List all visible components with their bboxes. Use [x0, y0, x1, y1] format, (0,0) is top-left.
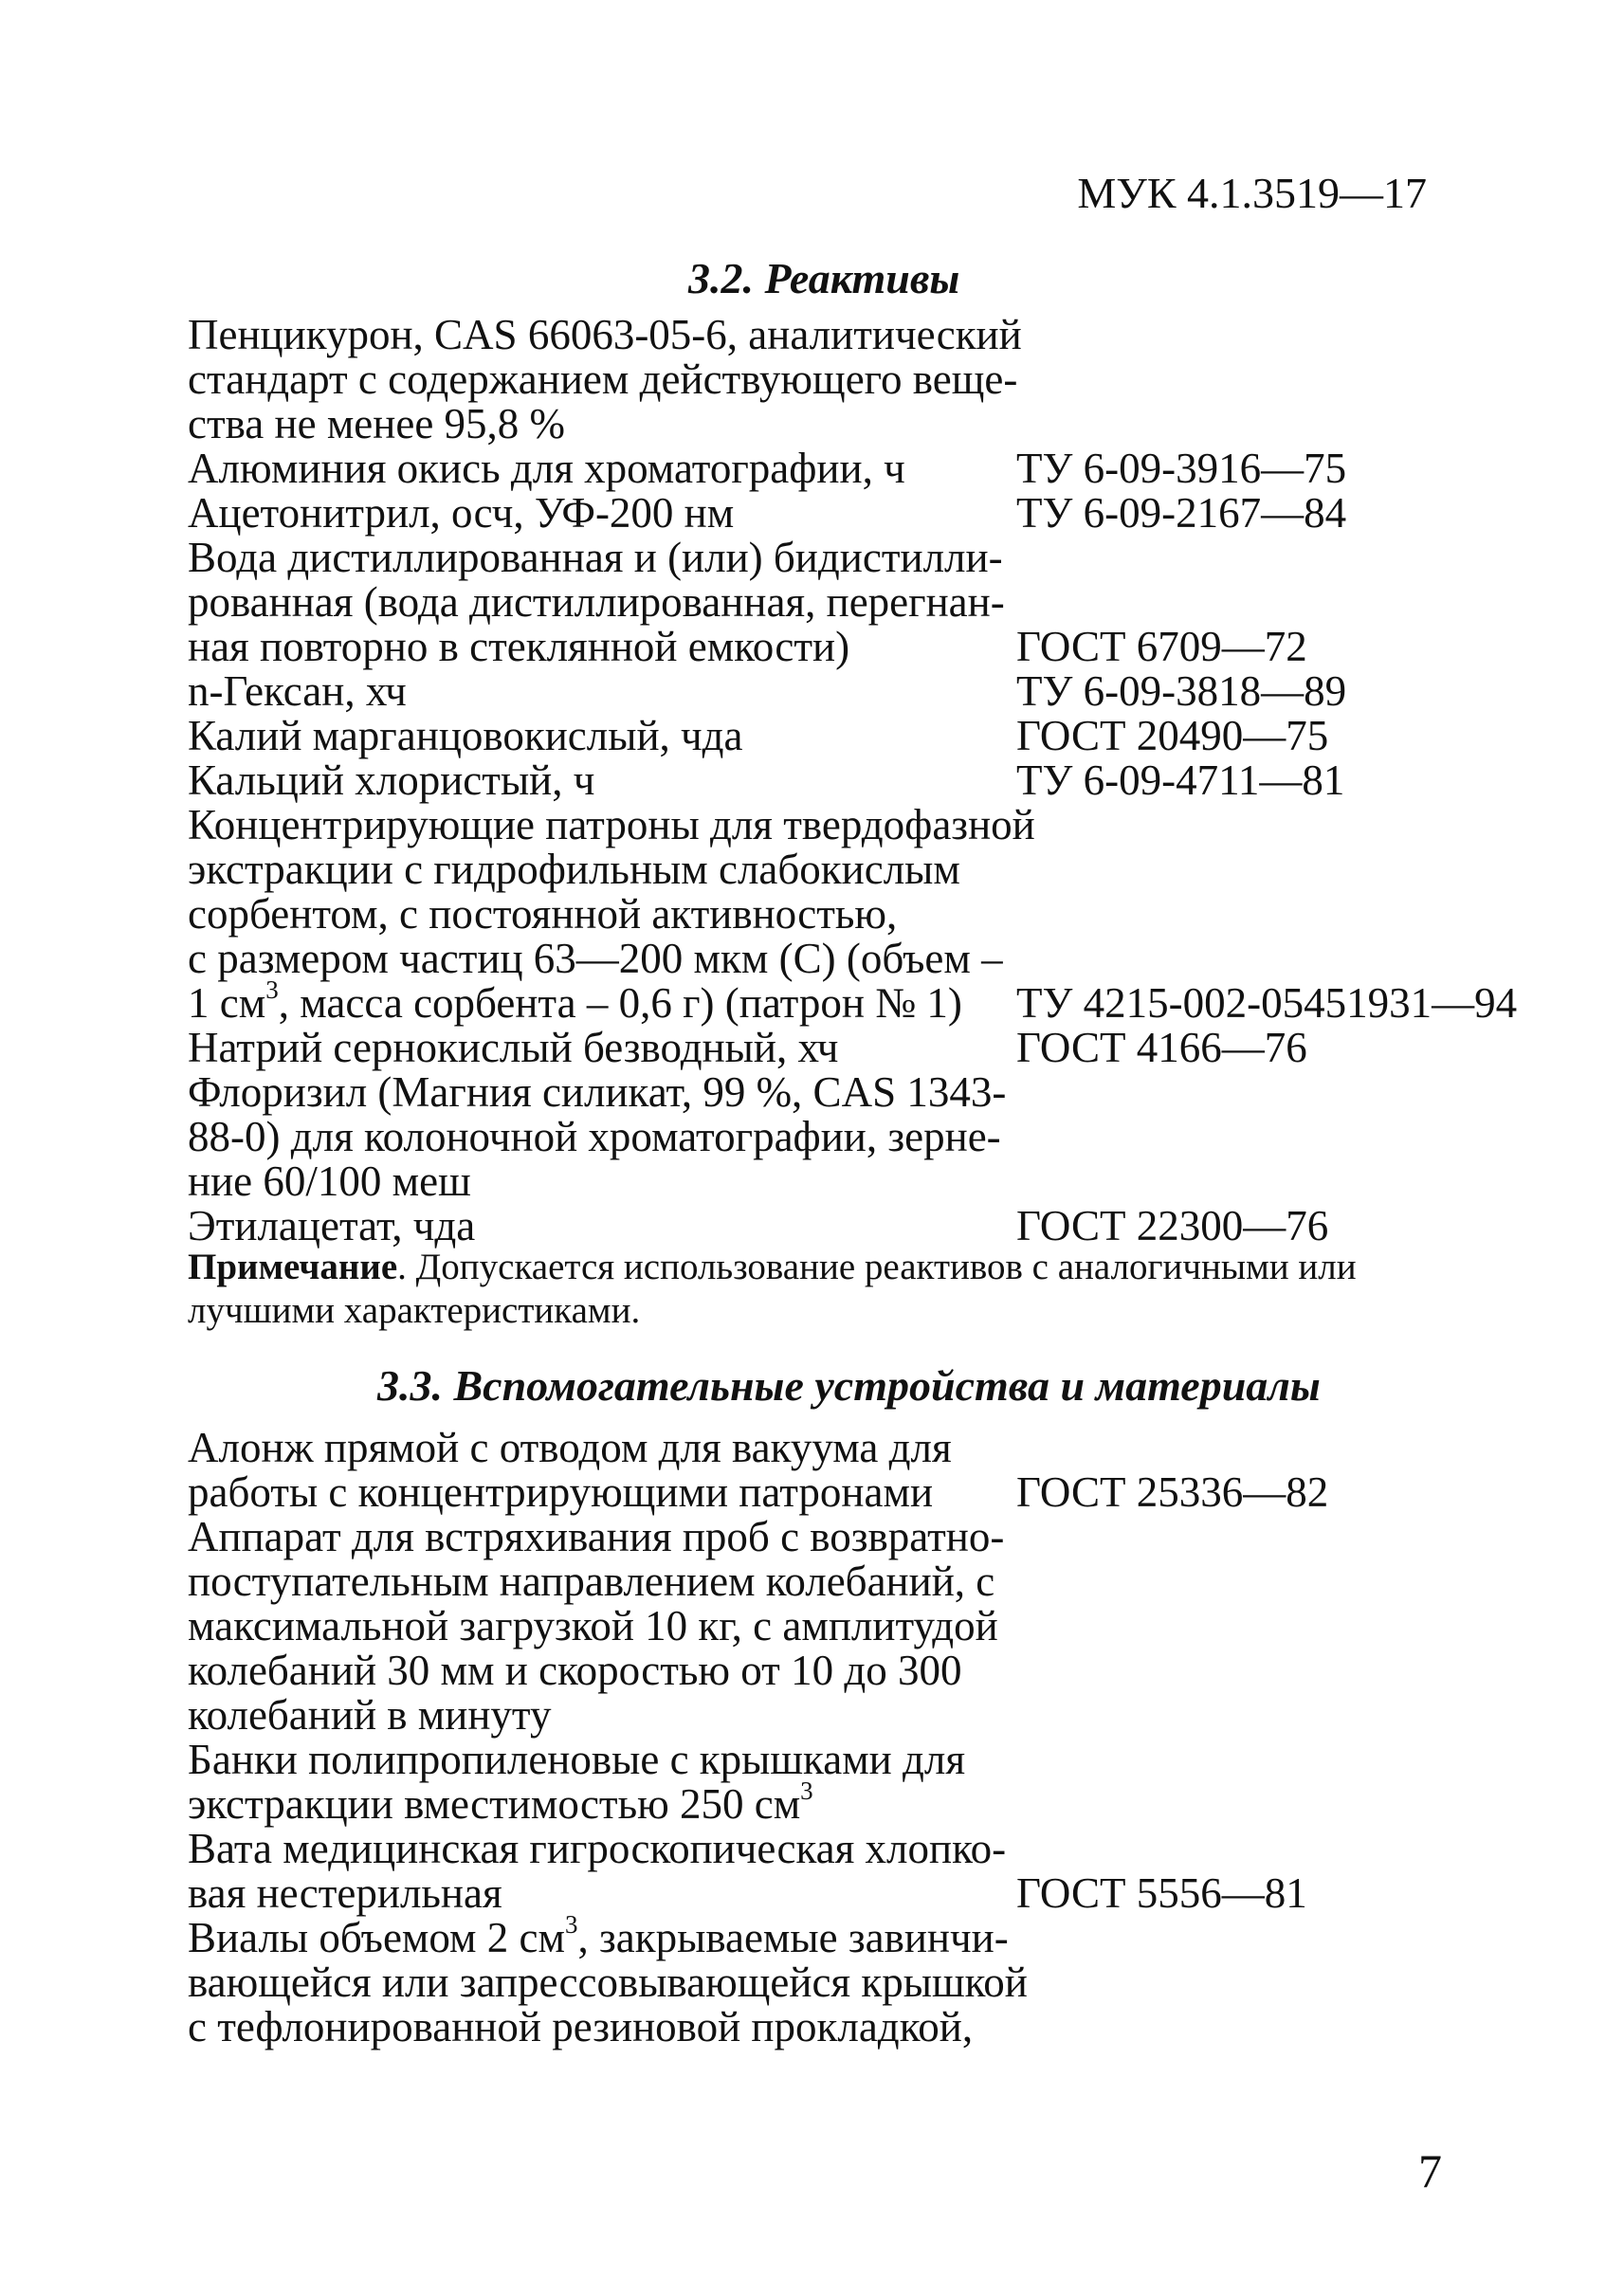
item-description: 1 $см^3$, масса сорбента – 0,6 г) (патрон № 1)	[188, 975, 962, 1027]
page-number: 7	[1418, 2144, 1442, 2197]
document-code: МУК 4.1.3519—17	[1077, 169, 1427, 217]
item-standard: ГОСТ 6709—72	[1016, 623, 1307, 670]
item-description: Вода дистиллированная и (или) бидистилли- рованная (вода дистиллированная, перегнан- ная повторно в стеклянной емкости)	[188, 534, 1005, 670]
item-description: Флоризил (Магния силикат, 99 %, CAS 1343- 88-0) для колоночной хроматографии, зерне- ние 60/100 меш	[188, 1068, 1007, 1205]
item-description: Концентрирующие патроны для твердофазной экстракции с гидрофильным слабокислым сорбентом, с постоянной активностью, с размером частиц 63—200 мкм (С) (объем –	[188, 801, 1035, 982]
item-description: n-Гексан, хч	[188, 667, 407, 715]
item-description: Калий марганцовокислый, чда	[188, 712, 743, 759]
item-standard: ТУ 6-09-2167—84	[1016, 489, 1347, 537]
item-standard: ГОСТ 25336—82	[1016, 1468, 1329, 1516]
item-description: Банки полипропиленовые с крышками для экстракции вместимостью 250 $см^3$	[188, 1736, 966, 1828]
item-standard: ГОСТ 5556—81	[1016, 1869, 1307, 1917]
section-title-materials: 3.3. Вспомогательные устройства и материалы	[377, 1361, 1321, 1410]
item-description: Этилацетат, чда	[188, 1202, 476, 1249]
item-description: Пенцикурон, CAS 66063-05-6, аналитический стандарт с содержанием действующего веще- ства не менее 95,8 %	[188, 311, 1022, 447]
item-standard: ТУ 4215-002-05451931—94	[1016, 979, 1518, 1027]
item-standard: ГОСТ 20490—75	[1016, 712, 1329, 759]
item-standard: ТУ 6-09-3818—89	[1016, 667, 1347, 715]
item-description: Алюминия окись для хроматографии, ч	[188, 445, 905, 492]
section-title-reagents: 3.2. Реактивы	[688, 254, 960, 302]
item-standard: ГОСТ 4166—76	[1016, 1024, 1307, 1071]
item-description: Кальций хлористый, ч	[188, 756, 595, 804]
item-description: Аппарат для встряхивания проб с возвратно- поступательным направлением колебаний, с максимальной загрузкой 10 кг, с амплитудой колебаний 30 мм и скоростью от 10 до 300 колебаний в минуту	[188, 1513, 1005, 1739]
item-description: Натрий сернокислый безводный, хч	[188, 1024, 839, 1071]
item-description: Алонж прямой с отводом для вакуума для работы с концентрирующими патронами	[188, 1424, 952, 1516]
item-description: Вата медицинская гигроскопическая хлопко- вая нестерильная	[188, 1825, 1007, 1917]
item-standard: ТУ 6-09-3916—75	[1016, 445, 1347, 492]
note-text: . Допускается использование реактивов с аналогичными или лучшими характеристиками.	[188, 1247, 1357, 1331]
item-description: Ацетонитрил, осч, УФ-200 нм	[188, 489, 735, 537]
item-standard: ГОСТ 22300—76	[1016, 1202, 1329, 1249]
item-description: Виалы объемом 2 $см^3$, закрываемые завинчи- вающейся или запрессовывающейся крышкой с тефлонированной резиновой прокладкой,	[188, 1909, 1028, 2050]
item-standard: ТУ 6-09-4711—81	[1016, 756, 1345, 804]
reagents-note	[188, 1246, 1449, 1333]
note-label: Примечание	[188, 1247, 398, 1287]
